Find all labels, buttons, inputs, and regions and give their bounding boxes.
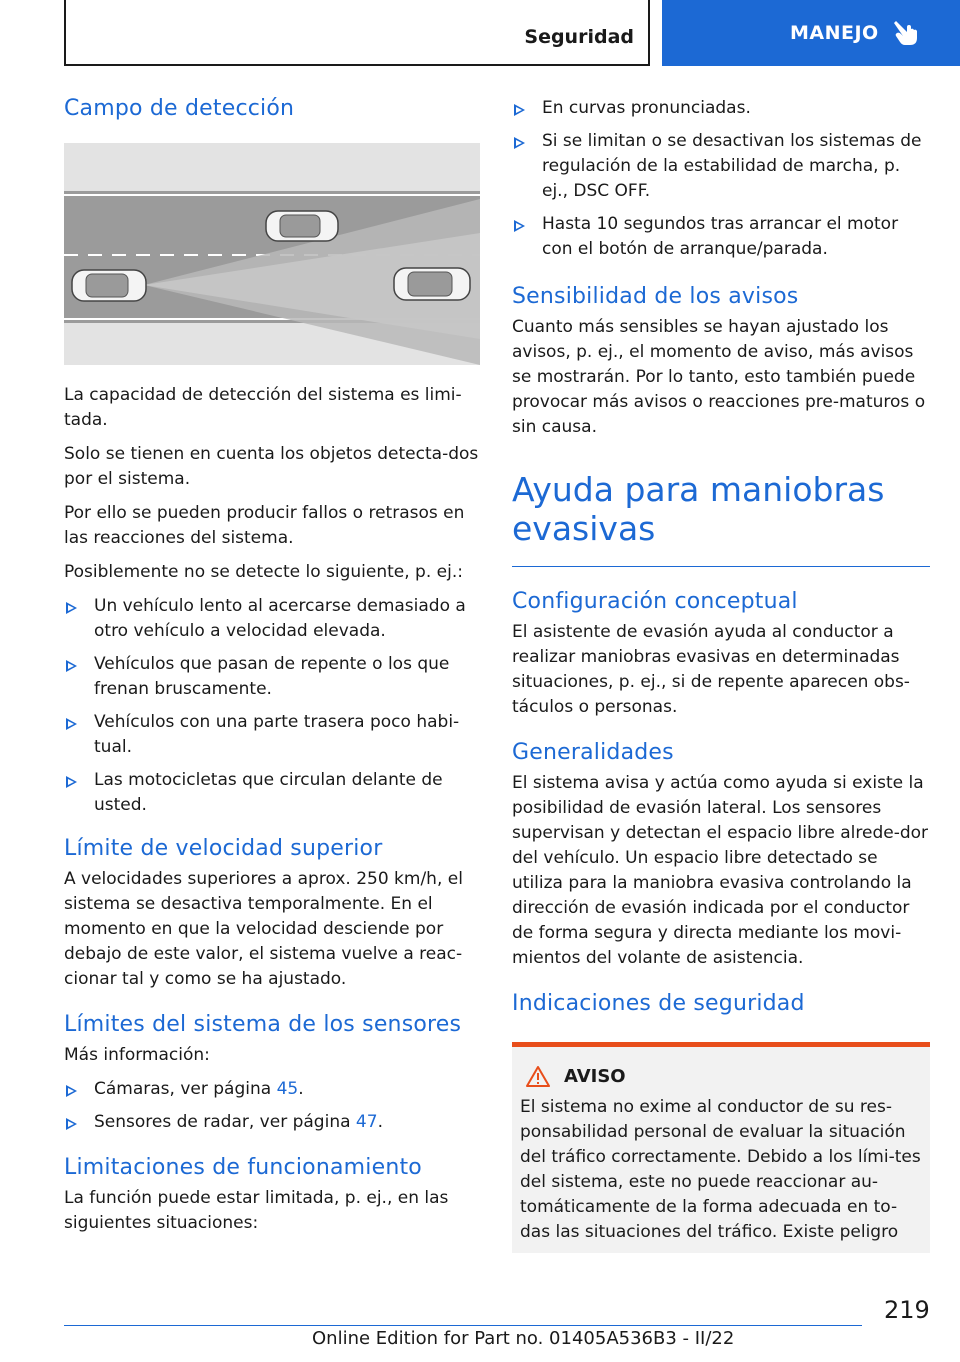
header-section-title: Seguridad (524, 26, 634, 48)
paragraph-objects: Solo se tienen en cuenta los objetos detecta-dos por el sistema. (64, 444, 479, 489)
paragraph-failures: Por ello se pueden producir fallos o retrasos en las reacciones del sistema. (64, 503, 465, 548)
heading-detection-field: Campo de detección (64, 96, 295, 121)
paragraph-function-limits: La función puede estar limitada, p. ej., en las siguientes situaciones: (64, 1188, 449, 1233)
footer-edition: Online Edition for Part no. 01405A536B3 - II/22 (312, 1328, 735, 1349)
right-column (512, 96, 930, 1253)
car-ego (72, 270, 146, 301)
page-link-45[interactable]: 45 (276, 1079, 299, 1099)
paragraph-speed-limit: A velocidades superiores a aprox. 250 km/h, el sistema se desactiva temporalmente. En el momento en que la velocidad desciende por debajo de este valor, el sistema vuelve a reac-cionar tal y como se ha ajustado. (64, 869, 463, 989)
heading-evasive-assist: Ayuda para maniobras evasivas (512, 470, 885, 548)
road-diagram (64, 143, 480, 365)
page-link-47[interactable]: 47 (355, 1112, 378, 1132)
hand-pointer-icon (893, 19, 919, 47)
heading-concept: Configuración conceptual (512, 589, 798, 614)
section-divider (512, 566, 930, 567)
list-sensor-refs (64, 1077, 482, 1135)
bullet-triangle-icon (514, 137, 525, 149)
warning-title: AVISO (564, 1065, 626, 1087)
list-item: En curvas pronunciadas. (512, 96, 930, 121)
heading-general: Generalidades (512, 740, 674, 765)
paragraph-general: El sistema avisa y actúa como ayuda si existe la posibilidad de evasión lateral. Los sensores supervisan y detectan el espacio libre alrede-dor del vehículo. Un espacio libre detectado se utiliza para la maniobra evasiva controlando la dirección de evasión indicada por el conductor de forma segura y directa mediante los movi-mientos del volante de asistencia. (512, 773, 929, 968)
warning-box (512, 1042, 930, 1253)
list-not-detected (64, 594, 482, 818)
heading-speed-limit: Límite de velocidad superior (64, 836, 383, 861)
bullet-triangle-icon (66, 1085, 77, 1097)
heading-sensor-limits: Límites del sistema de los sensores (64, 1012, 462, 1037)
header-chapter-title: MANEJO (790, 22, 879, 44)
car-ahead (394, 268, 470, 300)
heading-warning-sensitivity: Sensibilidad de los avisos (512, 284, 799, 309)
list-item: Sensores de radar, ver página 47. (64, 1110, 482, 1135)
paragraph-warning-sensitivity: Cuanto más sensibles se hayan ajustado los avisos, p. ej., el momento de aviso, más avisos se mostrarán. Por lo tanto, esto también puede provocar más avisos o reacciones pre-maturos o sin causa. (512, 317, 926, 437)
paragraph-capacity: La capacidad de detección del sistema es limi-tada. (64, 385, 462, 430)
left-column (64, 96, 482, 1245)
footer-divider (64, 1325, 862, 1326)
list-item: Hasta 10 segundos tras arrancar el motor con el botón de arranque/parada. (512, 212, 930, 262)
header-chapter-tab[interactable] (662, 0, 960, 66)
heading-safety-notes: Indicaciones de seguridad (512, 991, 805, 1016)
heading-function-limits: Limitaciones de funcionamiento (64, 1155, 422, 1180)
bullet-triangle-icon (514, 220, 525, 232)
bullet-triangle-icon (66, 602, 77, 614)
list-item: Vehículos con una parte trasera poco habi-tual. (64, 710, 482, 760)
car-front (266, 211, 338, 241)
warning-text: El sistema no exime al conductor de su res-ponsabilidad personal de evaluar la situación del tráfico correctamente. Debido a los lími-tes del sistema, este no puede reaccionar au-tomáticamente de la forma adecuada en to-das las situaciones del tráfico. Existe peligro (520, 1097, 921, 1242)
paragraph-not-detected: Posiblemente no se detecte lo siguiente, p. ej.: (64, 562, 463, 582)
list-item: Cámaras, ver página 45. (64, 1077, 482, 1102)
page-number: 219 (884, 1296, 930, 1324)
list-limit-situations (512, 96, 930, 262)
header-left-box (64, 0, 650, 66)
bullet-triangle-icon (66, 660, 77, 672)
warning-header (520, 1065, 922, 1087)
list-item: Vehículos que pasan de repente o los que frenan bruscamente. (64, 652, 482, 702)
bullet-triangle-icon (66, 718, 77, 730)
bullet-triangle-icon (66, 1118, 77, 1130)
bullet-triangle-icon (66, 776, 77, 788)
paragraph-more-info: Más información: (64, 1045, 210, 1065)
list-item: Si se limitan o se desactivan los sistemas de regulación de la estabilidad de marcha, p. ej., DSC OFF. (512, 129, 930, 204)
list-item: Las motocicletas que circulan delante de usted. (64, 768, 482, 818)
warning-triangle-icon (526, 1065, 550, 1087)
detection-field-figure (64, 143, 480, 365)
bullet-triangle-icon (514, 104, 525, 116)
list-item: Un vehículo lento al acercarse demasiado a otro vehículo a velocidad elevada. (64, 594, 482, 644)
paragraph-concept: El asistente de evasión ayuda al conductor a realizar maniobras evasivas en determinadas situaciones, p. ej., si de repente aparecen obs-táculos o personas. (512, 622, 910, 717)
